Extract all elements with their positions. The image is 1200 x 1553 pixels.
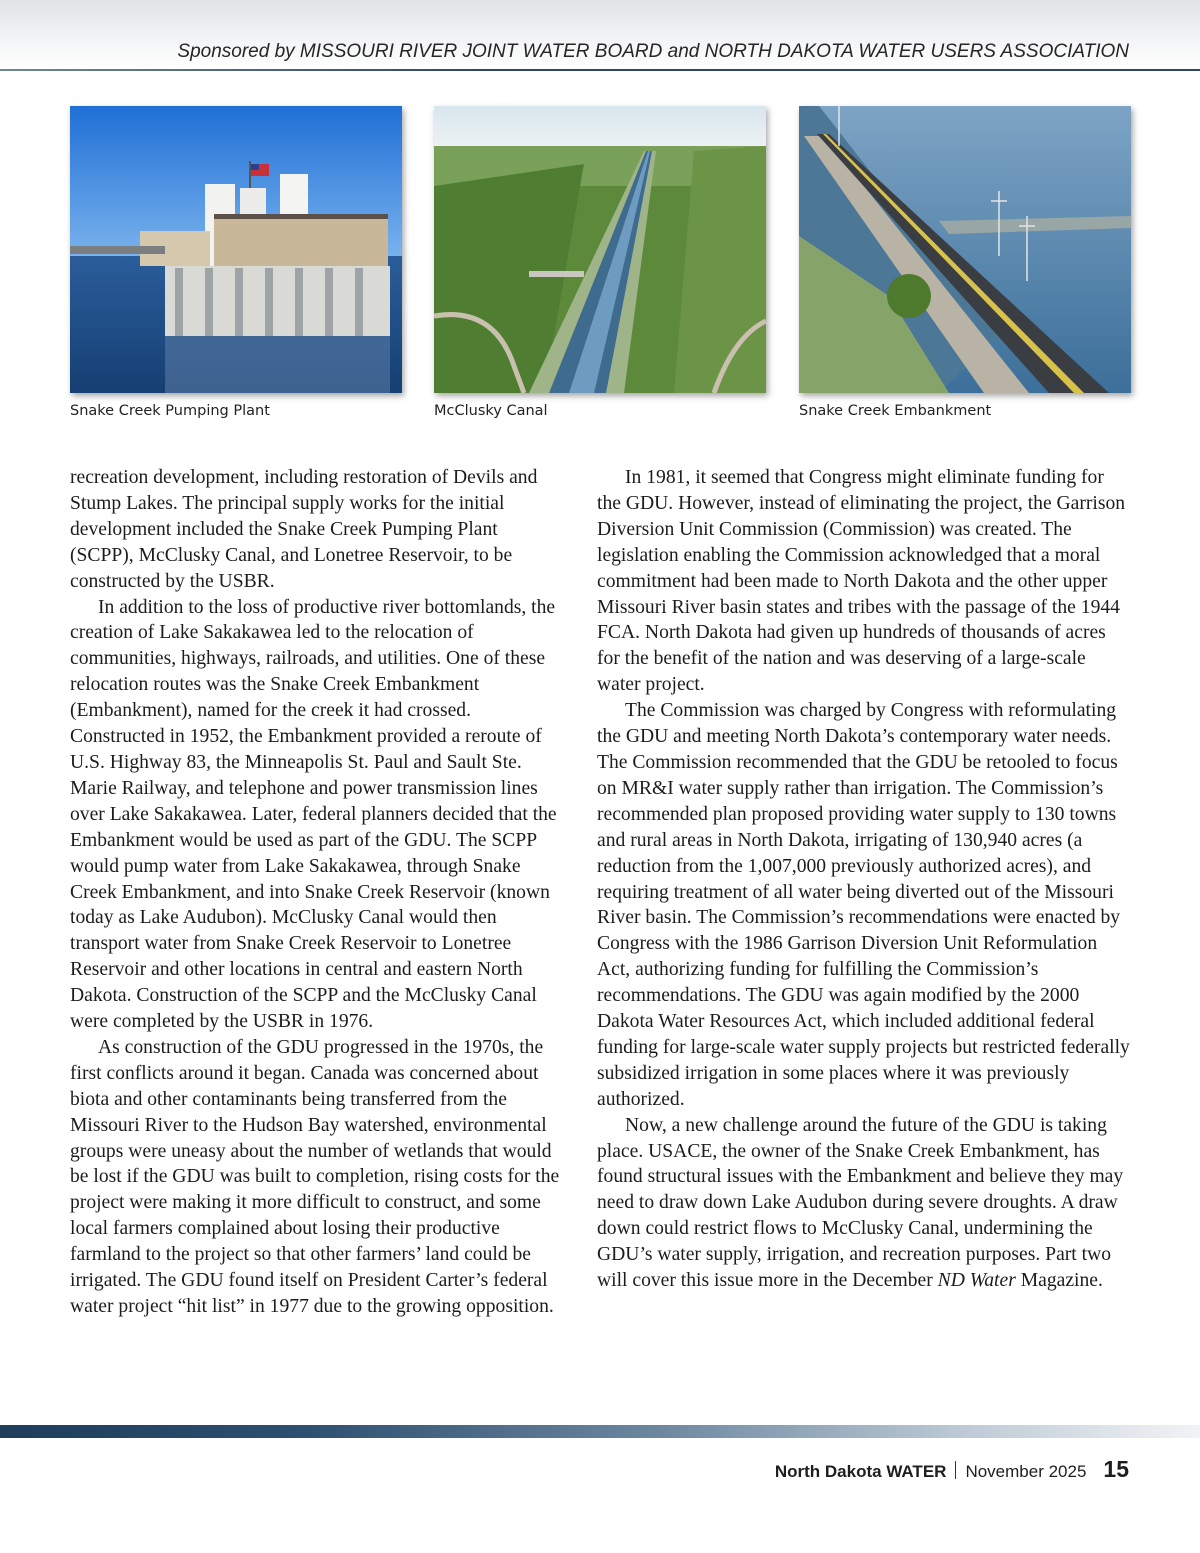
paragraph: In 1981, it seemed that Congress might eliminate funding for the GDU. However, instead of eliminating the project, the Garrison Diversion Unit Commission (Commission) was created. The legislation enabling the Commission acknowledged that a moral commitment had been made to North Dakota and the other upper Missouri River basin states and tribes with the passage of the 1944 FCA. North Dakota had given up hundreds of thousands of acres for the benefit of the nation and was deserving of a large-scale water project. (597, 467, 1126, 696)
text: Now, a new challenge around the future of the GDU is taking place. USACE, the owner of the Snake Creek Embankment, has found structural issues with the Embankment and believe they may need to draw down Lake Audubon during severe droughts. A draw down could restrict flows to McClusky Canal, undermining the GDU’s water supply, irrigation, and recreation purposes. Part two will cover this issue more in the December (597, 1114, 1124, 1292)
header-rule (0, 69, 1200, 71)
footer-bar (0, 1425, 1200, 1438)
magazine-title-italic: ND Water (937, 1270, 1016, 1292)
article-left-column (70, 465, 566, 1320)
caption-mcclusky-canal: McClusky Canal (434, 403, 548, 419)
text: Magazine. (1015, 1270, 1103, 1292)
article-right-column (597, 465, 1130, 1294)
paragraph: recreation development, including restoration of Devils and Stump Lakes. The principal supply works for the initial development included the Snake Creek Pumping Plant (SCPP), McClusky Canal, and Lonetree Reservoir, to be constructed by the USBR. (70, 467, 538, 592)
paragraph: The Commission was charged by Congress with reformulating the GDU and meeting North Dakota’s contemporary water needs. The Commission recommended that the GDU be retooled to focus on MR&I water supply rather than irrigation. The Commission’s recommended plan proposed providing water supply to 130 towns and rural areas in North Dakota, irrigating of 130,940 acres (a reduction from the 1,007,000 previously authorized acres), and requiring treatment of all water being diverted out of the Missouri River basin. The Commission’s recommendations were enacted by Congress with the 1986 Garrison Diversion Unit Reformulation Act, authorizing funding for fulfilling the Commission’s recommendations. The GDU was again modified by the 2000 Dakota Water Resources Act, which included additional federal funding for large-scale water supply projects but restricted federally subsidized irrigation in some places where it was previously authorized. (597, 700, 1130, 1110)
photo-mcclusky-canal (434, 106, 766, 393)
sponsor-line: Sponsored by MISSOURI RIVER JOINT WATER BOARD and NORTH DAKOTA WATER USERS ASSOCIATION (177, 41, 1129, 62)
footer-divider (955, 1461, 956, 1479)
issue-date: November 2025 (965, 1462, 1087, 1481)
footer (775, 1456, 1129, 1483)
magazine-name: North Dakota WATER (774, 1462, 947, 1481)
paragraph-final (597, 1113, 1130, 1294)
paragraph: In addition to the loss of productive river bottomlands, the creation of Lake Sakakawea led to the relocation of communities, highways, railroads, and utilities. One of these relocation routes was the Snake Creek Embankment (Embankment), named for the creek it had crossed. Constructed in 1952, the Embankment provided a reroute of U.S. Highway 83, the Minneapolis St. Paul and Sault Ste. Marie Railway, and telephone and power transmission lines over Lake Sakakawea. Later, federal planners decided that the Embankment would be used as part of the GDU. The SCPP would pump water from Lake Sakakawea, through Snake Creek Embankment, and into Snake Creek Reservoir (known today as Lake Audubon). McClusky Canal would then transport water from Snake Creek Reservoir to Lonetree Reservoir and other locations in central and eastern North Dakota. Construction of the SCPP and the McClusky Canal were completed by the USBR in 1976. (70, 596, 557, 1033)
caption-embankment: Snake Creek Embankment (799, 403, 992, 419)
page-number: 15 (1103, 1456, 1129, 1482)
photo-snake-creek-embankment (799, 106, 1131, 393)
caption-pumping-plant: Snake Creek Pumping Plant (70, 403, 270, 419)
paragraph: As construction of the GDU progressed in the 1970s, the first conflicts around it began. Canada was concerned about biota and other contaminants being transferred from the Missouri River to the Hudson Bay watershed, environmental groups were uneasy about the number of wetlands that would be lost if the GDU was built to completion, rising costs for the project were making it more difficult to construct, and some local farmers complained about losing their productive farmland to the project so that other farmers’ land could be irrigated. The GDU found itself on President Carter’s federal water project “hit list” in 1977 due to the growing opposition. (70, 1036, 560, 1317)
photo-snake-creek-pumping-plant (70, 106, 402, 393)
